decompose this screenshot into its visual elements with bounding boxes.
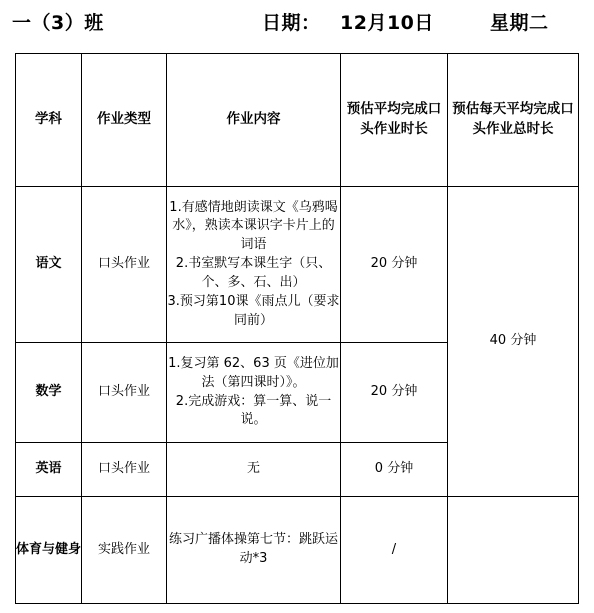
subject-cell: 数学 <box>16 343 82 443</box>
subject-cell: 体育与健身 <box>16 497 82 604</box>
content-line: 无 <box>246 461 260 477</box>
page-header <box>0 0 594 50</box>
content-line: 1.有感情地朗读课文《乌鸦喝水》，熟读本课识字卡片上的词语 <box>169 199 338 253</box>
subject-cell: 语文 <box>16 187 82 343</box>
table-row <box>16 497 579 604</box>
content-cell <box>167 343 341 443</box>
duration-cell: 20 分钟 <box>341 343 448 443</box>
table-row <box>16 187 579 343</box>
type-cell: 实践作业 <box>82 497 167 604</box>
content-line: 1.复习第 62、63 页《进位加法（第四课时）》。 <box>168 355 339 390</box>
weekday: 星期二 <box>490 12 549 34</box>
class-name: 一（3）班 <box>12 12 104 34</box>
content-line: 练习广播体操第七节：跳跃运动*3 <box>168 532 338 566</box>
header-subject: 学科 <box>16 54 82 187</box>
total-duration-cell: 40 分钟 <box>448 187 579 497</box>
duration-cell: / <box>341 497 448 604</box>
content-line: 2.完成游戏：算一算、说一说。 <box>175 393 332 428</box>
header-content: 作业内容 <box>167 54 341 187</box>
empty-cell <box>448 497 579 604</box>
table-header-row <box>16 54 579 187</box>
content-cell <box>167 443 341 497</box>
header-est-total: 预估每天平均完成口头作业总时长 <box>448 54 579 187</box>
homework-table <box>15 53 579 604</box>
content-cell <box>167 187 341 343</box>
type-cell: 口头作业 <box>82 343 167 443</box>
date-value: 12月10日 <box>340 12 434 34</box>
header-est-oral: 预估平均完成口头作业时长 <box>341 54 448 187</box>
content-cell <box>167 497 341 604</box>
duration-cell: 0 分钟 <box>341 443 448 497</box>
duration-cell: 20 分钟 <box>341 187 448 343</box>
type-cell: 口头作业 <box>82 187 167 343</box>
content-line: 3.预习第10课《雨点儿（要求同前） <box>167 293 340 328</box>
content-line: 2.书室默写本课生字（只、个、多、石、出） <box>175 256 332 290</box>
subject-cell: 英语 <box>16 443 82 497</box>
date-label: 日期： <box>262 12 321 34</box>
header-type: 作业类型 <box>82 54 167 187</box>
type-cell: 口头作业 <box>82 443 167 497</box>
